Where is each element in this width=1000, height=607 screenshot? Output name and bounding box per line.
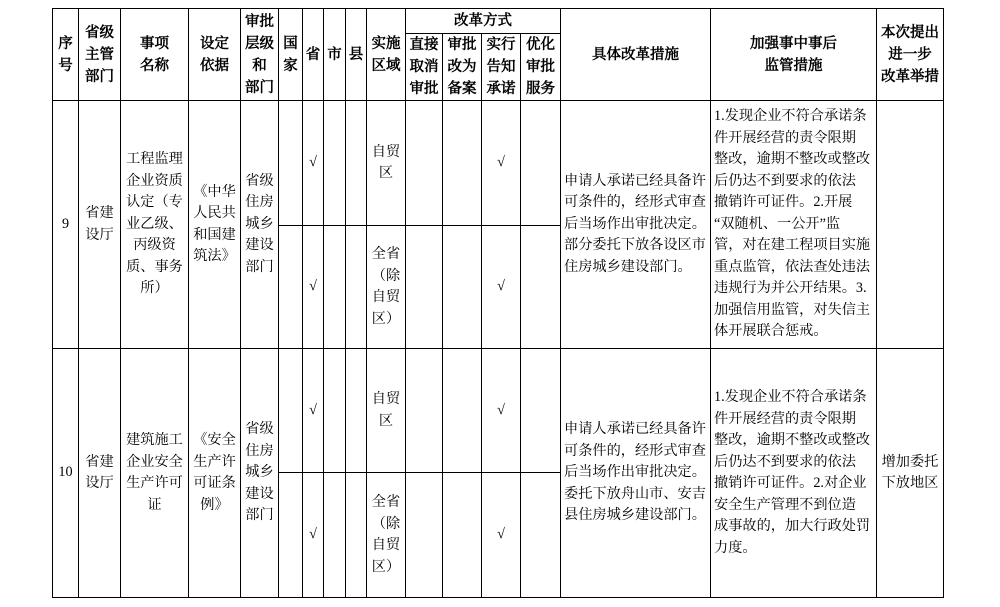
reform-measures-cell: 申请人承诺已经具备许 可条件的，经形式审查 后当场作出审批决定。 委托下放舟山市、安吉 县住房城乡建设部门。 xyxy=(561,349,711,598)
header-approval-to-filing: 审批 改为 备案 xyxy=(443,34,482,101)
province-cell: √ xyxy=(303,101,324,226)
area-cell: 全省 （除 自贸 区） xyxy=(367,473,406,598)
approval-level-cell: 省级 住房 城乡 建设 部门 xyxy=(241,101,279,349)
reform-table xyxy=(52,8,944,598)
item-name-cell: 建筑施工 企业安全 生产许可 证 xyxy=(121,349,189,598)
county-cell xyxy=(346,473,367,598)
city-cell xyxy=(324,349,346,473)
dept-cell: 省建 设厅 xyxy=(79,349,121,598)
optimize-service-cell xyxy=(521,101,561,226)
header-province: 省 xyxy=(303,9,324,101)
national-cell xyxy=(279,101,303,226)
optimize-service-cell xyxy=(521,226,561,349)
city-cell xyxy=(324,473,346,598)
national-cell xyxy=(279,226,303,349)
national-cell xyxy=(279,349,303,473)
header-approval-level: 审批 层级 和 部门 xyxy=(241,9,279,101)
legal-basis-cell: 《安全 生产许 可证条 例》 xyxy=(189,349,241,598)
cancel-approval-cell xyxy=(406,473,443,598)
seq-cell: 10 xyxy=(53,349,79,598)
cancel-approval-cell xyxy=(406,226,443,349)
header-reform-mode: 改革方式 xyxy=(406,9,561,34)
header-area: 实施 区域 xyxy=(367,9,406,101)
county-cell xyxy=(346,101,367,226)
further-reform-cell: 增加委托 下放地区 xyxy=(877,349,944,598)
province-cell: √ xyxy=(303,473,324,598)
optimize-service-cell xyxy=(521,349,561,473)
area-cell: 自贸 区 xyxy=(367,101,406,226)
header-notify-commitment: 实行 告知 承诺 xyxy=(482,34,521,101)
city-cell xyxy=(324,101,346,226)
province-cell: √ xyxy=(303,349,324,473)
further-reform-cell xyxy=(877,101,944,349)
approval-to-filing-cell xyxy=(443,349,482,473)
header-supervision-measures: 加强事中事后 监管措施 xyxy=(711,9,877,101)
header-national: 国 家 xyxy=(279,9,303,101)
county-cell xyxy=(346,349,367,473)
header-legal-basis: 设定 依据 xyxy=(189,9,241,101)
optimize-service-cell xyxy=(521,473,561,598)
notify-commitment-cell: √ xyxy=(482,473,521,598)
legal-basis-cell: 《中华 人民共 和国建 筑法》 xyxy=(189,101,241,349)
cancel-approval-cell xyxy=(406,101,443,226)
seq-cell: 9 xyxy=(53,101,79,349)
dept-cell: 省建 设厅 xyxy=(79,101,121,349)
header-seq: 序 号 xyxy=(53,9,79,101)
reform-measures-cell: 申请人承诺已经具备许 可条件的，经形式审查 后当场作出审批决定。 部分委托下放各设区市 住房城乡建设部门。 xyxy=(561,101,711,349)
province-cell: √ xyxy=(303,226,324,349)
header-dept: 省级 主管 部门 xyxy=(79,9,121,101)
area-cell: 自贸 区 xyxy=(367,349,406,473)
header-city: 市 xyxy=(324,9,346,101)
cancel-approval-cell xyxy=(406,349,443,473)
approval-to-filing-cell xyxy=(443,226,482,349)
header-further-reform: 本次提出 进一步 改革举措 xyxy=(877,9,944,101)
approval-to-filing-cell xyxy=(443,101,482,226)
national-cell xyxy=(279,473,303,598)
approval-to-filing-cell xyxy=(443,473,482,598)
city-cell xyxy=(324,226,346,349)
table-row xyxy=(53,349,944,473)
area-cell: 全省 （除 自贸 区） xyxy=(367,226,406,349)
header-reform-measures: 具体改革措施 xyxy=(561,9,711,101)
supervision-measures-cell: 1.发现企业不符合承诺条 件开展经营的责令限期 整改，逾期不整改或整改 后仍达不到要求的依法 撤销许可证件。2.对企业 安全生产管理不到位造 成事故的，加大行政处罚 力度。 xyxy=(711,349,877,598)
header-optimize-service: 优化 审批 服务 xyxy=(521,34,561,101)
header-cancel-approval: 直接 取消 审批 xyxy=(406,34,443,101)
notify-commitment-cell: √ xyxy=(482,349,521,473)
county-cell xyxy=(346,226,367,349)
approval-level-cell: 省级 住房 城乡 建设 部门 xyxy=(241,349,279,598)
notify-commitment-cell: √ xyxy=(482,101,521,226)
table-row xyxy=(53,101,944,226)
header-county: 县 xyxy=(346,9,367,101)
supervision-measures-cell: 1.发现企业不符合承诺条 件开展经营的责令限期 整改，逾期不整改或整改 后仍达不到要求的依法 撤销许可证件。2.开展 “双随机、一公开”监 管，对在建工程项目实施 重点监管，依法查处违法 违规行为并公开结果。3. 加强信用监管，对失信主 体开展联合惩戒。 xyxy=(711,101,877,349)
item-name-cell: 工程监理 企业资质 认定（专 业乙级、 丙级资 质、事务 所） xyxy=(121,101,189,349)
header-row xyxy=(53,9,944,34)
notify-commitment-cell: √ xyxy=(482,226,521,349)
header-item-name: 事项 名称 xyxy=(121,9,189,101)
